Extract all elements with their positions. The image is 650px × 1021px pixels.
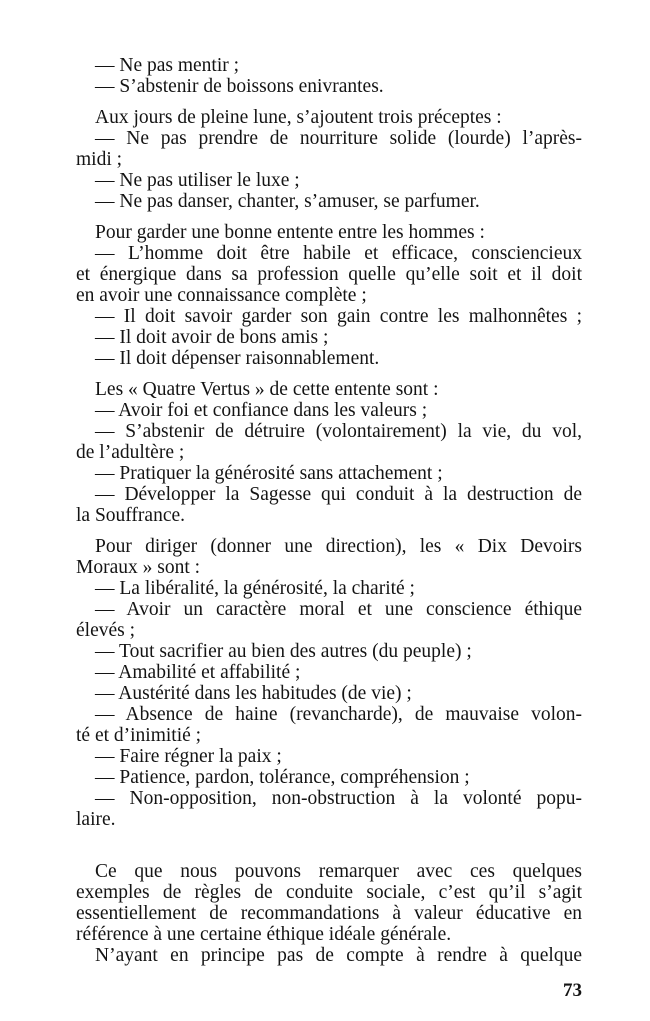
text-line: — Il doit avoir de bons amis ; — [95, 327, 329, 348]
text-line: référence à une certaine éthique idéale générale. — [76, 924, 452, 945]
text-line: — S’abstenir de boissons enivrantes. — [95, 76, 384, 97]
text-line: — Non-opposition, non-obstruction à la volonté popu- — [95, 788, 582, 809]
paragraph-gap — [76, 369, 582, 379]
text-line: Aux jours de pleine lune, s’ajoutent trois préceptes : — [95, 107, 502, 128]
text-line: élevés ; — [76, 620, 136, 641]
text-line: — Avoir foi et confiance dans les valeurs ; — [95, 400, 428, 421]
text-line: essentiellement de recommandations à valeur éducative en — [76, 903, 582, 924]
page-number: 73 — [563, 980, 582, 1001]
text-line: — La libéralité, la générosité, la charité ; — [95, 578, 415, 599]
text-line: — Avoir un caractère moral et une conscience éthique — [95, 599, 582, 620]
text-line: — Ne pas utiliser le luxe ; — [95, 170, 300, 191]
text-line: N’ayant en principe pas de compte à rendre à quelque — [95, 945, 582, 966]
text-line: — Pratiquer la générosité sans attachement ; — [95, 463, 443, 484]
text-line: — L’homme doit être habile et efficace, consciencieux — [95, 243, 582, 264]
text-line: laire. — [76, 809, 116, 830]
text-line: — Il doit savoir garder son gain contre les malhonnêtes ; — [95, 306, 582, 327]
paragraph-gap — [76, 212, 582, 222]
text-line: et énergique dans sa profession quelle qu’elle soit et il doit — [76, 264, 582, 285]
text-line: — S’abstenir de détruire (volontairement) la vie, du vol, — [95, 421, 582, 442]
text-line: de l’adultère ; — [76, 442, 185, 463]
text-line: Ce que nous pouvons remarquer avec ces quelques — [95, 861, 582, 882]
text-line: la Souffrance. — [76, 505, 186, 526]
text-line: en avoir une connaissance complète ; — [76, 285, 367, 306]
page-text — [76, 55, 582, 966]
text-line: Pour diriger (donner une direction), les « Dix Devoirs — [95, 536, 582, 557]
paragraph-gap — [76, 526, 582, 536]
section-gap — [76, 830, 582, 861]
text-line: — Austérité dans les habitudes (de vie) ; — [95, 683, 412, 704]
text-line: Les « Quatre Vertus » de cette entente sont : — [95, 379, 439, 400]
text-line: midi ; — [76, 149, 123, 170]
text-line: Moraux » sont : — [76, 557, 201, 578]
text-line: — Patience, pardon, tolérance, compréhension ; — [95, 767, 470, 788]
text-line: — Ne pas danser, chanter, s’amuser, se parfumer. — [95, 191, 480, 212]
text-line: — Il doit dépenser raisonnablement. — [95, 348, 380, 369]
text-line: — Développer la Sagesse qui conduit à la destruction de — [95, 484, 582, 505]
text-line: — Ne pas mentir ; — [95, 55, 240, 76]
paragraph-gap — [76, 97, 582, 107]
text-line: — Absence de haine (revancharde), de mauvaise volon- — [95, 704, 582, 725]
text-line: — Faire régner la paix ; — [95, 746, 282, 767]
text-line: — Tout sacrifier au bien des autres (du peuple) ; — [95, 641, 472, 662]
text-line: Pour garder une bonne entente entre les hommes : — [95, 222, 485, 243]
text-line: — Ne pas prendre de nourriture solide (lourde) l’après- — [95, 128, 582, 149]
text-line: té et d’inimitié ; — [76, 725, 202, 746]
text-line: — Amabilité et affabilité ; — [95, 662, 301, 683]
text-line: exemples de règles de conduite sociale, c’est qu’il s’agit — [76, 882, 582, 903]
